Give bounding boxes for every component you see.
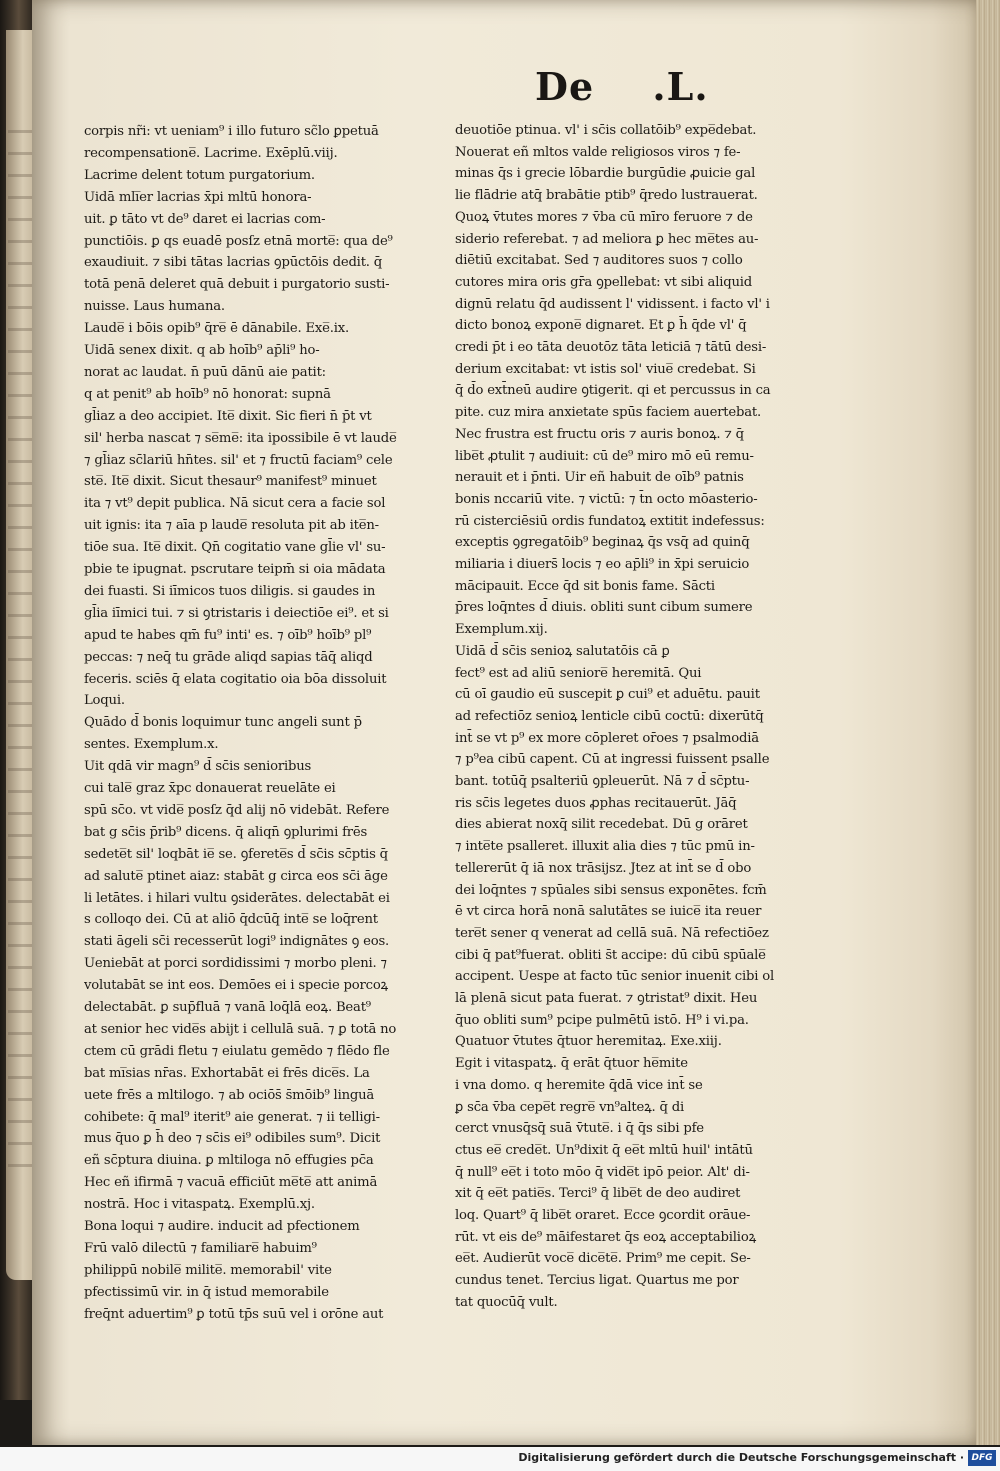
text-line: dicto bonoꝝ expone̅ dignaret. Et ꝑ h̄ q̄de vl' q̄ <box>455 318 747 334</box>
previous-leaf-edge <box>6 30 34 1280</box>
text-line: feceris. sciēs q̄ elata cogitatio oia bōa dissoluit <box>84 671 387 687</box>
text-line: int̄ se vt p⁹ ex more cōpleret or̄oes ⁊ psalmodiā <box>455 730 759 746</box>
ghost-text-stroke <box>8 1076 32 1079</box>
ghost-text-stroke <box>8 372 32 375</box>
ghost-text-stroke <box>8 482 32 485</box>
text-line: philippū nobile̅ milite̅. memorabil' vite <box>84 1262 332 1278</box>
ghost-text-stroke <box>8 460 32 463</box>
running-head <box>535 64 709 109</box>
text-line: bant. totūq̄ psalteriū ꝯpleuerūt. Nā ⁊ d̄ sc̄ptu- <box>455 774 750 789</box>
ghost-text-stroke <box>8 834 32 837</box>
text-line: delectabāt. ꝑ sup̄fluā ⁊ vanā loq̄lā eoꝝ. Beat⁹ <box>84 1000 371 1015</box>
text-line: tere̅t sener q venerat ad cellā suā. Nā refectiōez <box>455 925 769 941</box>
text-line: spū sc̄o. vt vide̅ posſz q̄d alij nō videbāt. Refere <box>84 802 390 818</box>
ghost-text-stroke <box>8 768 32 771</box>
text-line: ad refectiōz senioꝝ lenticle cibū coctū: dixerūtq̄ <box>455 708 764 724</box>
text-line: sentes. Exemplum.x. <box>84 737 219 753</box>
ghost-text-stroke <box>8 284 32 287</box>
text-line: miliaria i diuers̄ locis ⁊ eo ap̄li⁹ in x̄pi seruicio <box>455 557 750 572</box>
ghost-text-stroke <box>8 812 32 815</box>
ghost-text-stroke <box>8 614 32 617</box>
page-edges <box>976 0 1000 1445</box>
text-line: norat ac laudat. n̄ puū dānū aie patit: <box>84 364 326 380</box>
text-line: Exemplum.xij. <box>455 622 548 638</box>
text-line: nerauit et i p̄nti. Uir eñ habuit de oīb⁹ patnis <box>455 470 744 486</box>
text-line: ee̅t. Audierūt voce̅ dice̅te̅. Prim⁹ me cepit. Se- <box>455 1251 751 1267</box>
text-line: Uidā mli̅er lacrias x̄pi mltū honora- <box>84 189 312 205</box>
text-line: dei loq̄ntes ⁊ spūales sibi sensus exponētes. fcm̄ <box>455 882 767 898</box>
ghost-text-stroke <box>8 1164 32 1167</box>
text-line: cundus tenet. Tercius ligat. Quartus me por <box>455 1273 739 1289</box>
ghost-text-stroke <box>8 724 32 727</box>
ghost-text-stroke <box>8 328 32 331</box>
text-line: ris sc̄is legetes duos ꝓphas recitauerūt. Jāq̄ <box>455 795 737 811</box>
folio-number: .L. <box>652 64 709 109</box>
text-line: at senior hec vide̅s abijt i cellulā suā. ⁊ ꝑ totā no <box>84 1021 397 1037</box>
text-line: nostrā. Hoc i vitaspatꝝ. Exemplū.xj. <box>84 1197 315 1213</box>
text-line: Nec frustra est fructu oris ⁊ auris bonoꝝ. ⁊ q̄ <box>455 426 744 442</box>
text-line: Lacrime delent totum purgatorium. <box>84 167 315 183</box>
text-line: peccas: ⁊ neq̄ tu grāde aliqd sapias tāq̄ aliqd <box>84 649 373 665</box>
text-line: Bona loqui ⁊ audire. inducit ad pfectionem <box>84 1219 360 1234</box>
ghost-text-stroke <box>8 1098 32 1101</box>
text-line: ste̅. Ite̅ dixit. Sicut thesaur⁹ manifest⁹ minuet <box>84 474 377 490</box>
text-line: li letātes. i hilari vultu ꝯsiderātes. delectabāt ei <box>84 890 390 906</box>
ghost-text-stroke <box>8 1142 32 1145</box>
ghost-text-stroke <box>8 702 32 705</box>
ghost-text-stroke <box>8 504 32 507</box>
text-line: bat g sc̄is p̄rib⁹ dicens. q̄ aliqn̄ ꝯplurimi frēs <box>84 824 368 840</box>
text-line: mācipauit. Ecce q̄d sit bonis fame. Sācti <box>455 578 715 594</box>
text-line: Nouerat eñ mltos valde religiosos viros ⁊ fe- <box>455 144 741 160</box>
text-line: loq. Quart⁹ q̄ libe̅t oraret. Ecce ꝯcordit orāue- <box>455 1208 751 1223</box>
ghost-text-stroke <box>8 922 32 925</box>
ghost-text-stroke <box>8 526 32 529</box>
text-line: sil' herba nascat ⁊ se̅me̅: ita ipossibile ē vt laude̅ <box>84 430 397 446</box>
text-line: uete frēs a mltilogo. ⁊ ab ociōs̄ s̄mōib⁹ linguā <box>84 1087 375 1103</box>
ghost-text-stroke <box>8 174 32 177</box>
text-line: Frū valō dilectū ⁊ familiare̅ habuim⁹ <box>84 1240 317 1256</box>
text-line: Uit qdā vir magn⁹ d̄ sc̄is senioribus <box>84 759 312 775</box>
text-line: Uidā d̄ sc̄is senioꝝ salutatōis cā ꝑ <box>455 643 670 659</box>
text-line: cerct vnusq̄sq̄ suā v̄tute̅. i q̄ q̄s sibi pfe <box>455 1121 704 1137</box>
text-line: corpis nr̃i: vt ueniam⁹ i illo futuro sc̃lo ꝑpetuā <box>84 124 379 139</box>
text-line: Uidā senex dixit. q ab hoīb⁹ ap̄li⁹ ho- <box>84 343 320 358</box>
text-line: volutabāt se int eos. Demōes ei i specie porcoꝝ <box>84 978 388 994</box>
text-line: exaudiuit. ⁊ sibi tātas lacrias ꝯpūctōis dedit. q̄ <box>84 255 383 271</box>
text-line: rū cisterciēsiū ordis fundatoꝝ extitit indefessus: <box>455 513 765 529</box>
text-line: uit. ꝑ tāto vt de⁹ daret ei lacrias com- <box>84 211 326 227</box>
text-line: diētiū excitabat. Sed ⁊ auditores suos ⁊ collo <box>455 253 743 269</box>
text-line: uit ignis: ita ⁊ aīa p laude̅ resoluta pit ab ite̅n- <box>84 518 379 534</box>
ghost-text-stroke <box>8 394 32 397</box>
ghost-text-stroke <box>8 790 32 793</box>
text-line: siderio referebat. ⁊ ad meliora ꝑ hec me̅tes au- <box>455 231 759 247</box>
ghost-text-stroke <box>8 988 32 991</box>
text-line: cibi q̄ pat⁹fuerat. obliti s̄t accipe: dū cibū spūale̅ <box>455 947 766 963</box>
text-line: gl̄iaz a deo accipiet. Ite̅ dixit. Sic fieri n̄ p̄t vt <box>84 408 372 424</box>
ghost-text-stroke <box>8 196 32 199</box>
text-line: sedete̅t sil' loqbāt ie̅ se. ꝯferete̅s d̄ sc̄is sc̄ptis q̄ <box>84 846 388 862</box>
ghost-text-stroke <box>8 350 32 353</box>
text-line: p̄res loq̄ntes d̄ diuis. obliti sunt cibum sumere <box>455 600 753 616</box>
ghost-text-stroke <box>8 1054 32 1057</box>
funding-credit: Digitalisierung gefördert durch die Deutsche Forschungsgemeinschaft · <box>518 1451 964 1464</box>
ghost-text-stroke <box>8 1010 32 1013</box>
text-line: Ueniebāt at porci sordidissimi ⁊ morbo pleni. ⁊ <box>84 956 387 972</box>
ghost-text-stroke <box>8 416 32 419</box>
text-line: i vna domo. q heremite q̄dā vice int̄ se <box>455 1077 703 1093</box>
text-line: Loqui. <box>84 693 125 709</box>
text-line: dies abierat noxq̄ silit recedebat. Dū g orāret <box>455 817 748 833</box>
footer-bar <box>0 1447 1000 1471</box>
text-line: bat mi̅sias nr̄as. Exhortabāt ei frēs dice̅s. La <box>84 1065 370 1081</box>
ghost-text-stroke <box>8 592 32 595</box>
text-line: Quoꝝ v̄tutes mores ⁊ v̄ba cū mīro feruore ⁊ de <box>455 209 753 225</box>
ghost-text-stroke <box>8 1032 32 1035</box>
text-line: dei fuasti. Si iīmicos tuos diligis. si gaudes in <box>84 583 376 599</box>
text-line: ctus ee̅ crede̅t. Un⁹dixit q̄ ee̅t mltū huil' intātū <box>455 1142 753 1158</box>
text-line: eñ sc̄ptura diuina. ꝑ mltiloga nō effugies pc̄a <box>84 1153 374 1169</box>
text-line: dignū relatu q̄d audissent l' vidissent. i facto vl' i <box>455 296 770 312</box>
ghost-text-stroke <box>8 680 32 683</box>
ghost-text-stroke <box>8 262 32 265</box>
text-line: cui tale̅ graz x̄pc donauerat reuelāte ei <box>84 781 336 796</box>
text-line: ad salute̅ ptinet aiaz: stabāt g circa eos sc̄i āge <box>84 868 388 884</box>
text-line: cutores mira oris gr̄a ꝯpellebat: vt sibi aliquid <box>455 274 753 290</box>
text-line: derium excitabat: vt istis sol' viue̅ credebat. Si <box>455 361 756 377</box>
dfg-logo: DFG <box>968 1450 996 1466</box>
ghost-text-stroke <box>8 548 32 551</box>
text-line: tiōe sua. Ite̅ dixit. Qn̄ cogitatio vane gl̄ie vl' su- <box>84 540 386 556</box>
text-line: mus q̄uo ꝑ h̄ deo ⁊ sc̄is ei⁹ odibiles sum⁹. Dicit <box>84 1131 381 1147</box>
ghost-text-stroke <box>8 1120 32 1123</box>
ghost-text-stroke <box>8 306 32 309</box>
text-line: totā penā deleret quā debuit i purgatorio susti- <box>84 277 390 293</box>
text-line: Egit i vitaspatꝝ. q̄ erāt q̄tuor he̅mite <box>455 1056 688 1072</box>
text-line: xit q̄ ee̅t patie̅s. Terci⁹ q̄ libe̅t de deo audiret <box>455 1186 741 1202</box>
text-line: nuisse. Laus humana. <box>84 299 225 315</box>
text-line: credi p̄t i eo tāta deuotōz tāta leticiā ⁊ tātū desi- <box>455 340 767 355</box>
ghost-text-stroke <box>8 966 32 969</box>
text-line: ē vt circa horā nonā salutātes se iuice̅ ita reuer <box>455 904 762 920</box>
text-line: punctiōis. ꝑ qs euadē posſz etnā morte̅: qua de⁹ <box>84 233 393 249</box>
ghost-text-stroke <box>8 944 32 947</box>
text-line: bonis nccariū vite. ⁊ victū: ⁊ t̄n octo mōasterio- <box>455 491 758 507</box>
text-line: Laude̅ i bōis opib⁹ q̄re̅ ē dānabile. Exe̅.ix. <box>84 321 350 337</box>
text-line: libe̅t ꝓtulit ⁊ audiuit: cū de⁹ miro mō eū remu- <box>455 448 754 464</box>
ghost-text-stroke <box>8 130 32 133</box>
text-line: stati āgeli sc̄i recesserūt logi⁹ indignātes ꝯ eos. <box>84 934 390 950</box>
ghost-text-stroke <box>8 636 32 639</box>
text-line: cohibete: q̄ mal⁹ iterit⁹ aie generat. ⁊ ii telligi- <box>84 1109 380 1125</box>
text-line: pfectissimū vir. in q̄ istud memorabile <box>84 1284 329 1300</box>
ghost-text-stroke <box>8 856 32 859</box>
text-line: ita ⁊ vt⁹ depit publica. Nā sicut cera a facie sol <box>84 496 386 512</box>
text-line: cū oī gaudio eū suscepit ꝑ cui⁹ et aduētu. pauit <box>455 687 760 703</box>
text-line: lie flādrie atq̄ brabātie ptib⁹ q̄redo lustrauerat. <box>455 188 758 204</box>
text-line: fect⁹ est ad aliū seniore̅ heremitā. Qui <box>455 665 702 681</box>
text-line: q̄ null⁹ ee̅t i toto mōo q̄ vide̅t ipō peior. Alt' di- <box>455 1164 750 1180</box>
text-line: tellererūt q̄ iā nox trāsijsz. Jtez at int̄ se d̄ obo <box>455 860 752 876</box>
ghost-text-stroke <box>8 658 32 661</box>
text-line: accipent. Uespe at facto tūc senior inuenit cibi ol <box>455 969 775 985</box>
ghost-text-stroke <box>8 240 32 243</box>
text-line: s colloqo dei. Cū at aliō q̄dcūq̄ inte̅ se loq̄rent <box>84 912 378 928</box>
text-line: ctem cū grādi fletu ⁊ eiulatu gemēdo ⁊ flēdo fle <box>84 1043 390 1059</box>
text-line: ꝑ sc̄a v̄ba cepe̅t regre̅ vn⁹alteꝝ. q̄ di <box>455 1099 685 1115</box>
text-line: q̄uo obliti sum⁹ pcipe pulmētū istō. H⁹ i vi.pa. <box>455 1012 749 1028</box>
running-head-word: De <box>535 64 595 109</box>
ghost-text-stroke <box>8 570 32 573</box>
text-line: recompensatione̅. Lacrime. Exēplū.viij. <box>84 145 338 161</box>
text-line: q at penit⁹ ab hoīb⁹ nō honorat: supnā <box>84 386 331 402</box>
ghost-text-stroke <box>8 746 32 749</box>
ghost-text-stroke <box>8 878 32 881</box>
text-line: ⁊ p⁹ea cibū capent. Cū at ingressi fuissent psalle <box>455 752 770 768</box>
text-line: rūt. vt eis de⁹ māifestaret q̄s eoꝝ acceptabilioꝝ <box>455 1229 756 1245</box>
ghost-text-stroke <box>8 900 32 903</box>
text-line: minas q̄s i grecie lōbardie burgūdie ꝓuicie gal <box>455 166 756 182</box>
text-line: gl̄ia iīmici tui. ⁊ si ꝯtristaris i deiectiōe ei⁹. et si <box>84 605 389 621</box>
text-line: q̄ d̄o ext̄neū audire ꝯtigerit. qi et percussus in ca <box>455 383 771 399</box>
ghost-text-stroke <box>8 152 32 155</box>
text-line: pite. cuz mira anxietate spūs faciem auertebat. <box>455 405 761 421</box>
text-line: tat quocūq̄ vult. <box>455 1294 558 1310</box>
ghost-text-stroke <box>8 218 32 221</box>
text-line: pbie te ipugnat. pscrutare teipm̄ si oia mādata <box>84 562 386 577</box>
text-line: exceptis ꝯgregatōib⁹ beginaꝝ q̄s vsq̄ ad quinq̄ <box>455 535 750 551</box>
text-line: Quādo d̄ bonis loquimur tunc angeli sunt p̄ <box>84 715 362 731</box>
text-line: lā plenā sicut pata fuerat. ⁊ ꝯtristat⁹ dixit. Heu <box>455 991 758 1006</box>
text-line: deuotiōe ptinua. vl' i sc̄is collatōib⁹ expe̅debat. <box>455 123 757 138</box>
text-line: apud te habes qm̄ fu⁹ inti' es. ⁊ oīb⁹ hoīb⁹ pl⁹ <box>84 627 372 643</box>
text-line: Hec eñ ifirmā ⁊ vacuā efficiūt me̅te̅ att animā <box>84 1175 378 1191</box>
text-line: ⁊ gl̄iaz sc̄lariū hn̄tes. sil' et ⁊ fructū faciam⁹ cele <box>84 452 393 468</box>
ghost-text-stroke <box>8 438 32 441</box>
text-line: ⁊ inte̅te psalleret. illuxit alia dies ⁊ tūc pmū in- <box>455 839 755 855</box>
text-line: Quatuor v̄tutes q̄tuor heremitaꝝ. Exe.xiij. <box>455 1034 722 1050</box>
text-line: freq̄nt aduertim⁹ ꝑ totū tp̄s suū vel i orōne aut <box>84 1306 384 1322</box>
